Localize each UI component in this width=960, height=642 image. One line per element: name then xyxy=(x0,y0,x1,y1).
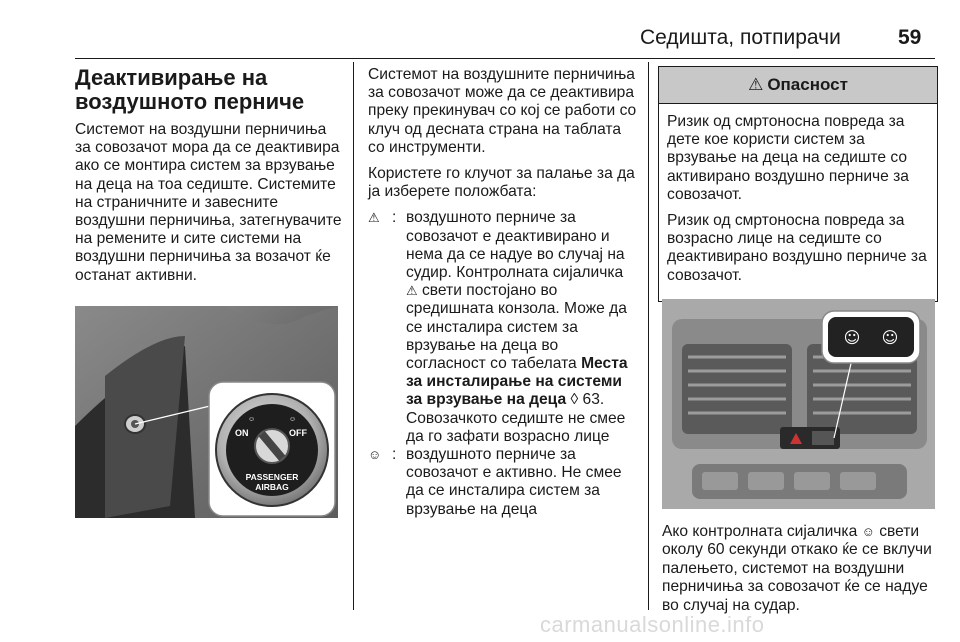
airbag-label: AIRBAG xyxy=(255,482,289,492)
switch-description: Системот на воздушните перничиња за совозачот може да се деактивира преку прекинувач со кој се работи со клуч од десната страна на таблата со инструменти. xyxy=(368,66,637,156)
console-illustration xyxy=(662,299,935,509)
danger-title: Опасност xyxy=(767,74,848,94)
header-rule xyxy=(75,58,935,59)
airbag-on-icon: ☺ xyxy=(368,447,382,463)
danger-box xyxy=(658,66,938,302)
column-divider xyxy=(353,62,354,610)
passenger-label: PASSENGER xyxy=(245,472,299,482)
column-3 xyxy=(662,66,934,302)
airbag-on-icon: ☺ xyxy=(861,524,875,539)
airbag-on-text: воздушното перниче за совозачот е активно. Не смее да се инсталира систем за врзување на деца xyxy=(406,446,622,518)
indicator-caption xyxy=(662,523,936,615)
airbag-off-text-c: Совозачкото седиште не смее да го зафати возрасно лице xyxy=(406,409,626,445)
airbag-switch-photo xyxy=(75,306,338,518)
column-divider xyxy=(648,62,649,610)
svg-text:☺: ☺ xyxy=(881,328,899,347)
watermark: carmanualsonline.info xyxy=(540,612,765,637)
caption-text-a: Ако контролната сијаличка xyxy=(662,523,858,540)
airbag-off-icon: ⚠ xyxy=(406,283,418,299)
console-indicator-photo xyxy=(662,299,935,509)
caption-text-b: свети околу 60 секунди откако ќе се вклучи палењето, системот на воздушни перничиња за совозачот ќе се надуе во случај на судар. xyxy=(662,523,932,614)
airbag-off-text-b: свети постојано во средишната конзола. Може да се инсталира систем за врзување на деца во согласност со табелата xyxy=(406,282,627,373)
column-1 xyxy=(75,66,343,293)
switch-illustration xyxy=(75,306,338,518)
list-item-airbag-on: ☺ : воздушното перниче за совозачот е активно. Не смее да се инсталира систем за врзување на деца xyxy=(368,446,638,519)
danger-paragraph-2: Ризик од смртоносна повреда за возрасно лице на седиште со деактивирано воздушно перниче за совозачот. xyxy=(667,212,927,284)
page-ref[interactable]: 63. xyxy=(582,391,605,409)
svg-text:☺: ☺ xyxy=(843,328,861,347)
key-instruction: Користете го клучот за палање за да ја изберете положбата: xyxy=(368,165,635,201)
warning-triangle-icon: ⚠ xyxy=(748,74,764,94)
danger-header xyxy=(659,67,937,104)
page-header xyxy=(0,0,960,60)
on-label: ON xyxy=(235,428,249,438)
airbag-off-text-a: воздушното перниче за совозачот е деактивирано и нема да се надуе во случај на судир. Контролната сијаличка xyxy=(406,209,625,282)
list-item-airbag-off: ⚠ : воздушното перниче за совозачот е деактивирано и нема да се надуе во случај на судир. Контролната сијаличка ⚠ свети постојано во средишната конзола. Може да се инсталира систем за врзување на деца во согласност со табелата Места за инсталирање на системи за врзување на деца ◊ 63. Совозачкото седиште не смее да го зафати возрасно лице xyxy=(368,209,628,445)
page-ref-icon: ◊ xyxy=(570,391,579,409)
svg-text:☺: ☺ xyxy=(248,416,256,423)
column-2 xyxy=(368,66,638,519)
off-label: OFF xyxy=(289,428,307,438)
svg-text:☺: ☺ xyxy=(289,416,297,423)
intro-paragraph: Системот на воздушни перничиња за совозачот мора да се деактивира ако се монтира систем за врзување на деца на тоа седиште. Системите на страничните и завесните воздушни перничиња, затегнувачите на ремените и сите системи на воздушни перничиња за возачот ќе останат активни. xyxy=(75,121,342,284)
page-title: Седишта, потпирачи xyxy=(640,26,841,49)
page-number: 59 xyxy=(898,26,922,49)
section-heading: Деактивирање на воздушното перниче xyxy=(75,65,305,114)
airbag-off-icon: ⚠ xyxy=(368,210,380,226)
danger-paragraph-1: Ризик од смртоносна повреда за дете кое користи систем за врзување на деца на седиште со активирано воздушно перниче за совозачот. xyxy=(667,113,909,203)
child-restraint-link[interactable]: Места за инсталирање на системи за врзување на деца xyxy=(406,355,628,409)
